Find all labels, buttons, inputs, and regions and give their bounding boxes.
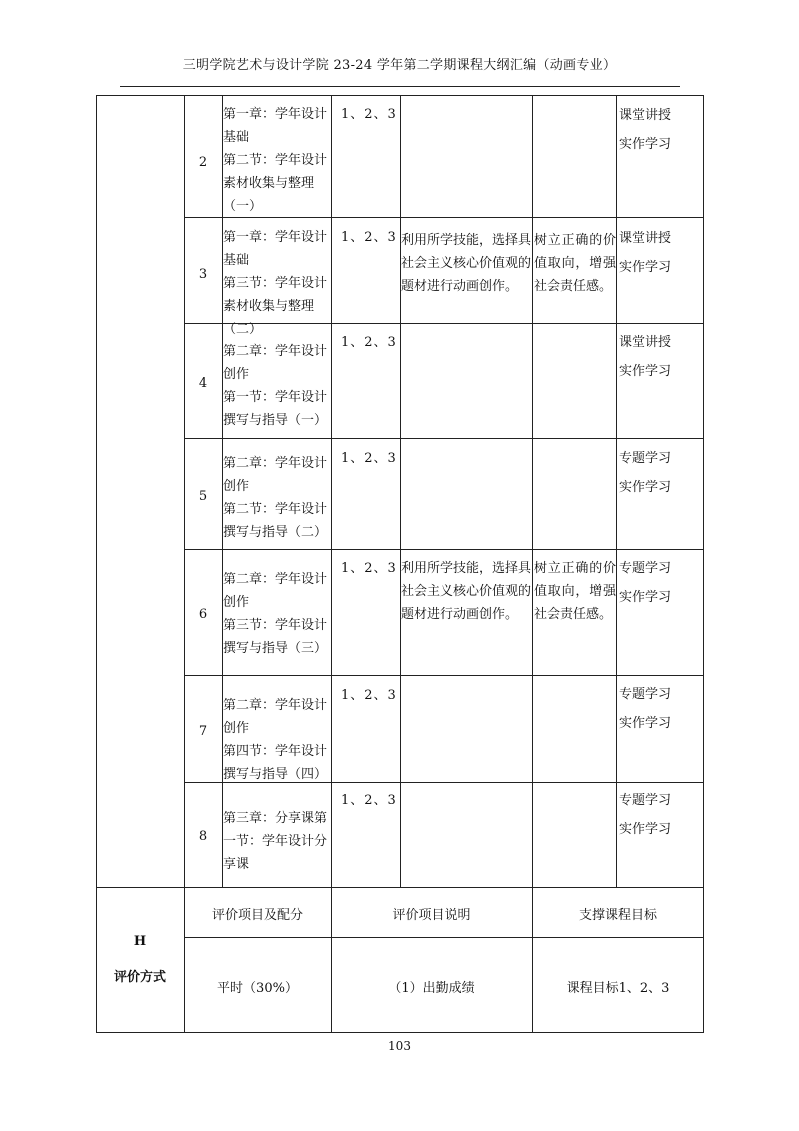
teaching-method: [619, 224, 701, 282]
table-border-bottom: [96, 1032, 704, 1033]
col-divider: [532, 95, 533, 1033]
chapter-line: 第二章：学年设计: [223, 456, 328, 471]
chapter-line: 撰写与指导（四）: [223, 767, 328, 782]
ideological-goal: 利用所学技能，选择具社会主义核心价值观的题材进行动画创作。: [401, 233, 532, 294]
chapter-content: [223, 226, 331, 341]
chapter-line: 创作: [223, 479, 250, 494]
chapter-line: （一）: [223, 199, 263, 214]
week-list: 1、2、3: [341, 451, 397, 466]
week-list: 1、2、3: [341, 230, 397, 245]
week-number: 3: [198, 267, 208, 282]
method-line: 专题学习: [619, 451, 672, 466]
method-line: 实作学习: [619, 590, 672, 605]
method-line: 课堂讲授: [619, 335, 672, 350]
chapter-line: 撰写与指导（二）: [223, 525, 328, 540]
teaching-method: [619, 680, 701, 738]
method-line: 专题学习: [619, 561, 672, 576]
chapter-line: 第四节：学年设计: [223, 744, 328, 759]
week-number: 4: [198, 376, 208, 391]
chapter-line: 第二章：学年设计: [223, 344, 328, 359]
chapter-line: （二）: [223, 322, 263, 337]
syllabus-table: [96, 95, 704, 1033]
section-letter: H: [133, 934, 147, 949]
chapter-line: 第二章：学年设计: [223, 698, 328, 713]
chapter-line: 第三节：学年设计: [223, 618, 328, 633]
method-line: 实作学习: [619, 480, 672, 495]
chapter-line: 素材收集与整理: [223, 176, 315, 191]
col-divider: [184, 95, 185, 1033]
chapter-line: 第一节：学年设计: [223, 390, 328, 405]
section-label: 评价方式: [113, 970, 166, 985]
ideological-goal: 利用所学技能，选择具社会主义核心价值观的题材进行动画创作。: [401, 561, 532, 622]
teaching-method: [619, 554, 701, 612]
teaching-method: [619, 786, 701, 844]
chapter-line: 创作: [223, 721, 250, 736]
chapter-line: 第三节：学年设计: [223, 276, 328, 291]
week-list: 1、2、3: [341, 335, 397, 350]
eval-header-description: 评价项目说明: [392, 908, 471, 923]
chapter-content: [223, 103, 331, 218]
col-divider: [331, 95, 332, 1033]
value-goal: 树立正确的价值取向，增强社会责任感。: [534, 233, 616, 294]
chapter-line: 创作: [223, 595, 250, 610]
chapter-line: 素材收集与整理: [223, 299, 315, 314]
col-divider: [400, 95, 401, 887]
chapter-content: [223, 807, 331, 876]
chapter-line: 基础: [223, 130, 250, 145]
eval-divider: [184, 937, 704, 938]
eval-description-value: （1）出勤成绩: [388, 981, 475, 996]
week-number: 6: [198, 607, 208, 622]
eval-item-value: 平时（30%）: [217, 981, 298, 996]
eval-objective-value: 课程目标1、2、3: [566, 981, 670, 996]
eval-header-objectives: 支撑课程目标: [578, 908, 657, 923]
row-divider: [184, 549, 704, 550]
value-goal: 树立正确的价值取向，增强社会责任感。: [534, 561, 616, 622]
eval-header-items: 评价项目及配分: [211, 908, 303, 923]
table-border-right: [703, 95, 704, 1033]
method-line: 实作学习: [619, 364, 672, 379]
method-line: 专题学习: [619, 793, 672, 808]
row-divider: [184, 675, 704, 676]
chapter-line: 享课: [223, 857, 250, 872]
chapter-line: 第一章：学年设计: [223, 230, 328, 245]
chapter-line: 第二节：学年设计: [223, 502, 328, 517]
teaching-method: [619, 444, 701, 502]
method-line: 实作学习: [619, 822, 672, 837]
method-line: 实作学习: [619, 716, 672, 731]
method-line: 课堂讲授: [619, 231, 672, 246]
method-line: 课堂讲授: [619, 108, 672, 123]
teaching-method: [619, 328, 701, 386]
week-number: 2: [198, 155, 208, 170]
page-header: 三明学院艺术与设计学院 23-24 学年第二学期课程大纲汇编（动画专业）: [182, 58, 617, 73]
week-list: 1、2、3: [341, 793, 397, 808]
week-list: 1、2、3: [341, 688, 397, 703]
chapter-content: [223, 694, 331, 786]
header-rule: [120, 86, 680, 87]
row-divider: [184, 438, 704, 439]
method-line: 实作学习: [619, 260, 672, 275]
week-list: 1、2、3: [341, 561, 397, 576]
chapter-line: 撰写与指导（一）: [223, 413, 328, 428]
chapter-line: 一节：学年设计分: [223, 834, 328, 849]
col-divider: [616, 95, 617, 887]
week-list: 1、2、3: [341, 107, 397, 122]
page-number: 103: [388, 1039, 411, 1053]
chapter-line: 创作: [223, 367, 250, 382]
chapter-content: [223, 568, 331, 660]
week-number: 5: [198, 489, 208, 504]
chapter-line: 基础: [223, 253, 250, 268]
row-divider: [96, 887, 704, 888]
chapter-line: 第二节：学年设计: [223, 153, 328, 168]
chapter-line: 撰写与指导（三）: [223, 641, 328, 656]
week-number: 8: [198, 829, 208, 844]
chapter-line: 第一章：学年设计: [223, 107, 328, 122]
chapter-content: [223, 340, 331, 432]
week-number: 7: [198, 724, 208, 739]
table-border-left: [96, 95, 97, 1033]
chapter-content: [223, 452, 331, 544]
chapter-line: 第二章：学年设计: [223, 572, 328, 587]
method-line: 实作学习: [619, 137, 672, 152]
chapter-line: 第三章：分享课第: [223, 811, 328, 826]
teaching-method: [619, 101, 701, 159]
method-line: 专题学习: [619, 687, 672, 702]
